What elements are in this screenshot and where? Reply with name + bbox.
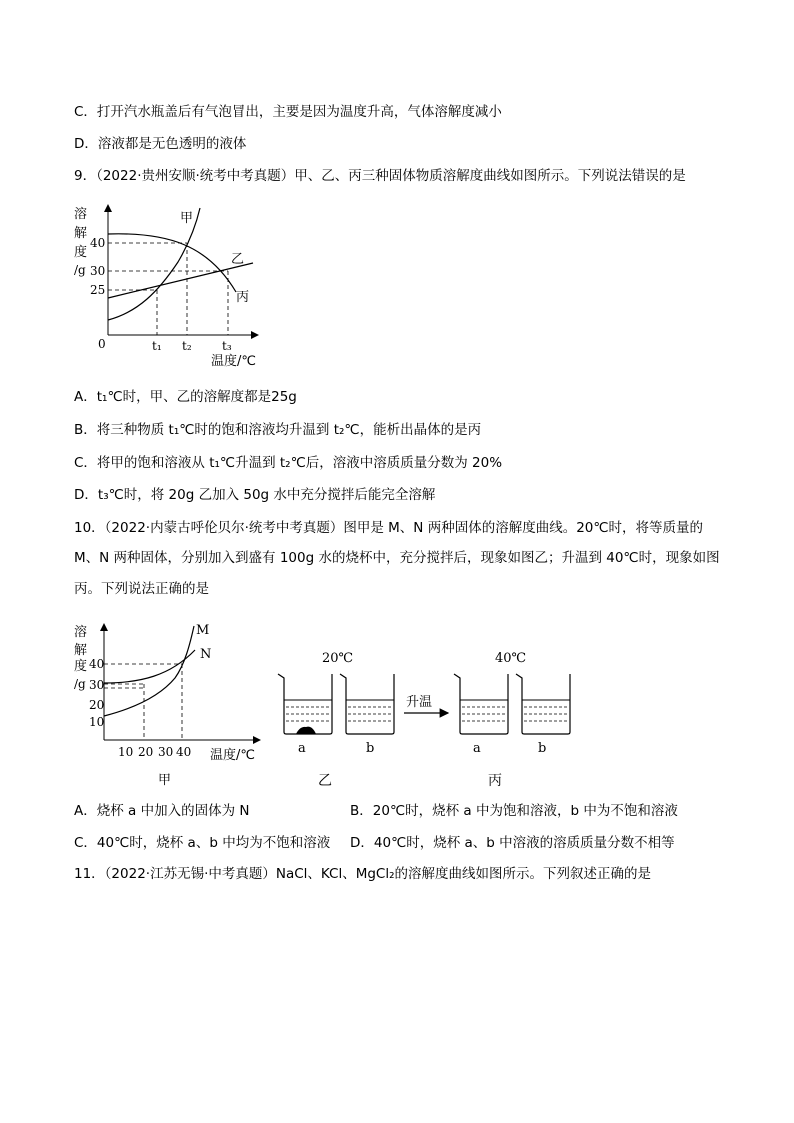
q9-stem: 9．（2022·贵州安顺·统考中考真题）甲、乙、丙三种固体物质溶解度曲线如图所示。下列说法错误的是 xyxy=(74,168,686,184)
q9-solubility-chart xyxy=(68,200,278,370)
q9-curve-yi xyxy=(108,263,253,298)
q10-stem-line1: 10．（2022·内蒙古呼伦贝尔·统考中考真题）图甲是 M、N 两种固体的溶解度曲线。20℃时，将等质量的 xyxy=(74,520,704,536)
q9-label-yi: 乙 xyxy=(231,252,245,267)
q9-xtick-t2: t₂ xyxy=(182,339,192,353)
q9-origin: 0 xyxy=(98,337,106,351)
q10-solubility-chart xyxy=(70,616,270,791)
q10-ytick-20: 20 xyxy=(89,698,105,712)
q10-xtick-30: 30 xyxy=(158,745,174,759)
q10-ylabel-4: /g xyxy=(74,677,86,691)
q9-curve-bing xyxy=(108,234,236,292)
q10-xlabel: 温度/℃ xyxy=(210,748,255,763)
q10-temp-right: 40℃ xyxy=(495,651,527,666)
q9-option-b: B．将三种物质 t₁℃时的饱和溶液均升温到 t₂℃，能析出晶体的是丙 xyxy=(74,422,482,438)
q10-beaker-a-20 xyxy=(278,674,332,734)
q10-option-b: B．20℃时，烧杯 a 中为饱和溶液，b 中为不饱和溶液 xyxy=(350,803,678,819)
q10-undissolved-solid xyxy=(296,727,316,734)
q10-ylabel-3: 度 xyxy=(74,659,88,674)
q10-arrow-label: 升温 xyxy=(406,695,433,710)
q9-ylabel-1: 溶 xyxy=(74,207,88,222)
q10-beakers-figure xyxy=(270,640,590,792)
q10-caption-yi: 乙 xyxy=(318,773,332,789)
q10-ytick-10: 10 xyxy=(89,715,105,729)
q10-beaker-b-20 xyxy=(340,674,394,734)
q10-ytick-30: 30 xyxy=(89,678,105,692)
q10-beaker-label-a1: a xyxy=(298,741,306,756)
q10-option-c: C．40℃时，烧杯 a、b 中均为不饱和溶液 xyxy=(74,835,331,851)
q9-ytick-25: 25 xyxy=(90,283,106,297)
q10-xtick-20: 20 xyxy=(138,745,154,759)
q10-caption-bing: 丙 xyxy=(488,773,502,789)
q9-xtick-t1: t₁ xyxy=(152,339,162,353)
q9-xlabel: 温度/℃ xyxy=(211,354,256,369)
q10-beaker-b-40 xyxy=(516,674,570,734)
q10-ylabel-1: 溶 xyxy=(74,625,88,640)
q10-beaker-label-b1: b xyxy=(366,741,375,756)
q10-ylabel-2: 解 xyxy=(74,643,88,658)
q10-ytick-40: 40 xyxy=(89,657,105,671)
q10-option-d: D．40℃时，烧杯 a、b 中溶液的溶质质量分数不相等 xyxy=(350,835,675,851)
q8-option-c: C．打开汽水瓶盖后有气泡冒出，主要是因为温度升高，气体溶解度减小 xyxy=(74,104,502,120)
q10-label-n: N xyxy=(200,647,212,662)
q10-beaker-label-b2: b xyxy=(538,741,547,756)
q9-label-bing: 丙 xyxy=(236,290,250,305)
q9-ytick-30: 30 xyxy=(90,264,106,278)
q9-ylabel-4: /g xyxy=(74,263,86,277)
q9-ylabel-2: 解 xyxy=(74,226,88,241)
q10-label-m: M xyxy=(196,623,210,638)
q9-option-d: D．t₃℃时，将 20g 乙加入 50g 水中充分搅拌后能完全溶解 xyxy=(74,487,436,503)
q9-xtick-t3: t₃ xyxy=(222,339,232,353)
q10-temp-left: 20℃ xyxy=(322,651,354,666)
q8-option-d: D．溶液都是无色透明的液体 xyxy=(74,136,247,152)
q10-stem-line3: 丙。下列说法正确的是 xyxy=(74,581,209,597)
q10-chart-caption: 甲 xyxy=(158,773,172,788)
q10-option-a: A．烧杯 a 中加入的固体为 N xyxy=(74,803,250,819)
q9-option-c: C．将甲的饱和溶液从 t₁℃升温到 t₂℃后，溶液中溶质质量分数为 20% xyxy=(74,455,503,471)
q9-option-a: A．t₁℃时，甲、乙的溶解度都是25g xyxy=(74,389,297,405)
q9-ytick-40: 40 xyxy=(90,236,106,250)
q10-beaker-label-a2: a xyxy=(473,741,481,756)
q9-label-jia: 甲 xyxy=(180,211,194,226)
q10-beaker-a-40 xyxy=(454,674,508,734)
q10-xtick-10: 10 xyxy=(118,745,134,759)
q10-stem-line2: M、N 两种固体，分别加入到盛有 100g 水的烧杯中，充分搅拌后，现象如图乙；升温到 40℃时，现象如图 xyxy=(74,550,720,566)
q11-stem: 11．（2022·江苏无锡·中考真题）NaCl、KCl、MgCl₂的溶解度曲线如图所示。下列叙述正确的是 xyxy=(74,866,652,882)
q10-curve-m xyxy=(104,626,194,716)
q10-xtick-40: 40 xyxy=(176,745,192,759)
q9-ylabel-3: 度 xyxy=(74,245,88,260)
